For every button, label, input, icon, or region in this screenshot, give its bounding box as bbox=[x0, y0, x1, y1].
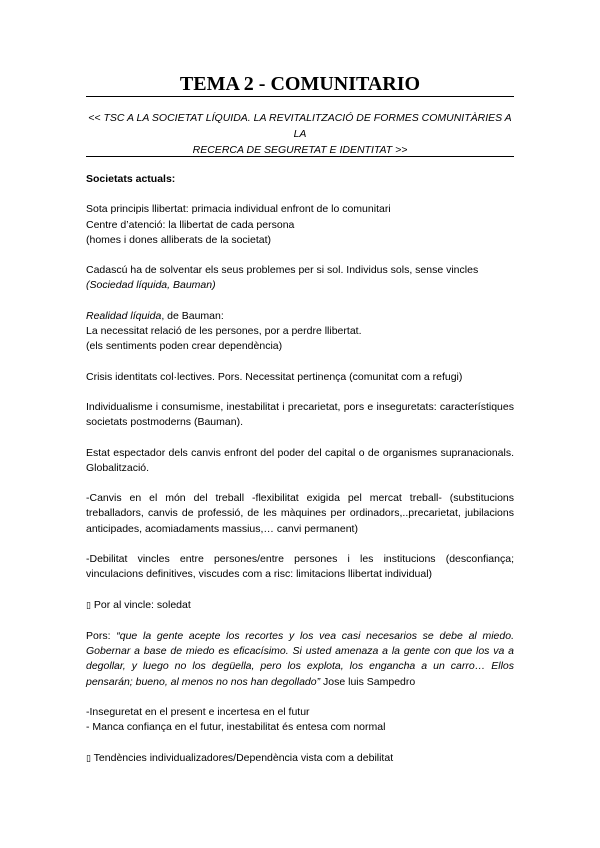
paragraph-sampedro-quote bbox=[86, 629, 514, 690]
page-title: TEMA 2 - COMUNITARIO bbox=[179, 73, 421, 95]
text-line: Cadascú ha de solventar els seus problemes per si sol. Individus sols, sense vincles bbox=[86, 264, 479, 277]
document-body bbox=[86, 172, 514, 782]
subtitle-line-1: << TSC A LA SOCIETAT LÍQUIDA. LA REVITALITZACIÓ DE FORMES COMUNITÀRIES A LA bbox=[88, 112, 512, 140]
text-line: La necessitat relació de les persones, por a perdre llibertat. bbox=[86, 324, 362, 337]
text-line: (els sentiments poden crear dependència) bbox=[86, 340, 283, 353]
subtitle-line-2: RECERCA DE SEGURETAT E IDENTITAT >> bbox=[192, 144, 408, 156]
text-line: -Inseguretat en el present e incertesa en el futur bbox=[86, 705, 310, 718]
subtitle bbox=[86, 110, 514, 158]
subtitle-divider bbox=[86, 156, 514, 157]
title-underline bbox=[86, 96, 514, 97]
term-realidad-liquida: Realidad líquida bbox=[86, 309, 162, 322]
quote-author: Jose luis Sampedro bbox=[320, 675, 416, 688]
paragraph-inseguretat bbox=[86, 705, 514, 735]
paragraph-individualisme: Individualisme i consumisme, inestabilitat i precarietat, pors e inseguretats: característiques societats postmoderns (Bauman). bbox=[86, 400, 514, 429]
text-line: - Manca confiança en el futur, inestabilitat és entesa com normal bbox=[86, 721, 386, 734]
text-fragment: Por al vincle: soledat bbox=[90, 598, 191, 611]
bullet-box-icon: ▯ bbox=[86, 600, 91, 611]
quote-label: Pors: bbox=[86, 629, 117, 642]
paragraph-tendencies bbox=[86, 751, 514, 767]
paragraph-debilitat-vincles: -Debilitat vincles entre persones/entre persones i les institucions (desconfiança; vinculacions definitives, viscudes com a risc: limitacions llibertat individual) bbox=[86, 552, 514, 581]
text-fragment: , de Bauman: bbox=[161, 309, 224, 322]
paragraph-canvis-treball: -Canvis en el món del treball -flexibilitat exigida pel mercat treball- (substitucions treballadors, canvis de professió, de les màquines per ordinadors,..precarietat, jubilacions anticipades, acomiadaments massius,… canvi permanent) bbox=[86, 492, 514, 535]
paragraph-estat: Estat espectador dels canvis enfront del poder del capital o de organismes supranacionals. Globalització. bbox=[86, 446, 514, 474]
text-line: Sota principis llibertat: primacia individual enfront de lo comunitari bbox=[86, 203, 391, 216]
text-line: (homes i dones alliberats de la societat) bbox=[86, 233, 272, 246]
paragraph-crisis: Crisis identitats col·lectives. Pors. Necessitat pertinença (comunitat com a refugi) bbox=[86, 370, 463, 383]
bullet-box-icon: ▯ bbox=[86, 753, 91, 764]
text-fragment: Tendències individualizadores/Dependència vista com a debilitat bbox=[90, 751, 394, 764]
paragraph-individuals bbox=[86, 263, 514, 293]
paragraph-por-vincle bbox=[86, 598, 514, 614]
section-heading: Societats actuals: bbox=[86, 173, 176, 185]
quote-text: “que la gente acepte los recortes y los vea casi necesarios se debe al miedo. Gobernar a base de miedo es eficacísimo. Si usted amenaza a la gente con que los va a degollar, y luego no los degüella, pero los explota, los engancha a un carro… Ellos pensarán; bueno, al menos no nos han degollado” bbox=[86, 629, 514, 688]
paragraph-realidad-liquida bbox=[86, 309, 514, 355]
text-line: Centre d’atenció: la llibertat de cada persona bbox=[86, 218, 295, 231]
paragraph-principles bbox=[86, 202, 514, 248]
text-line-citation: (Sociedad líquida, Bauman) bbox=[86, 279, 216, 292]
